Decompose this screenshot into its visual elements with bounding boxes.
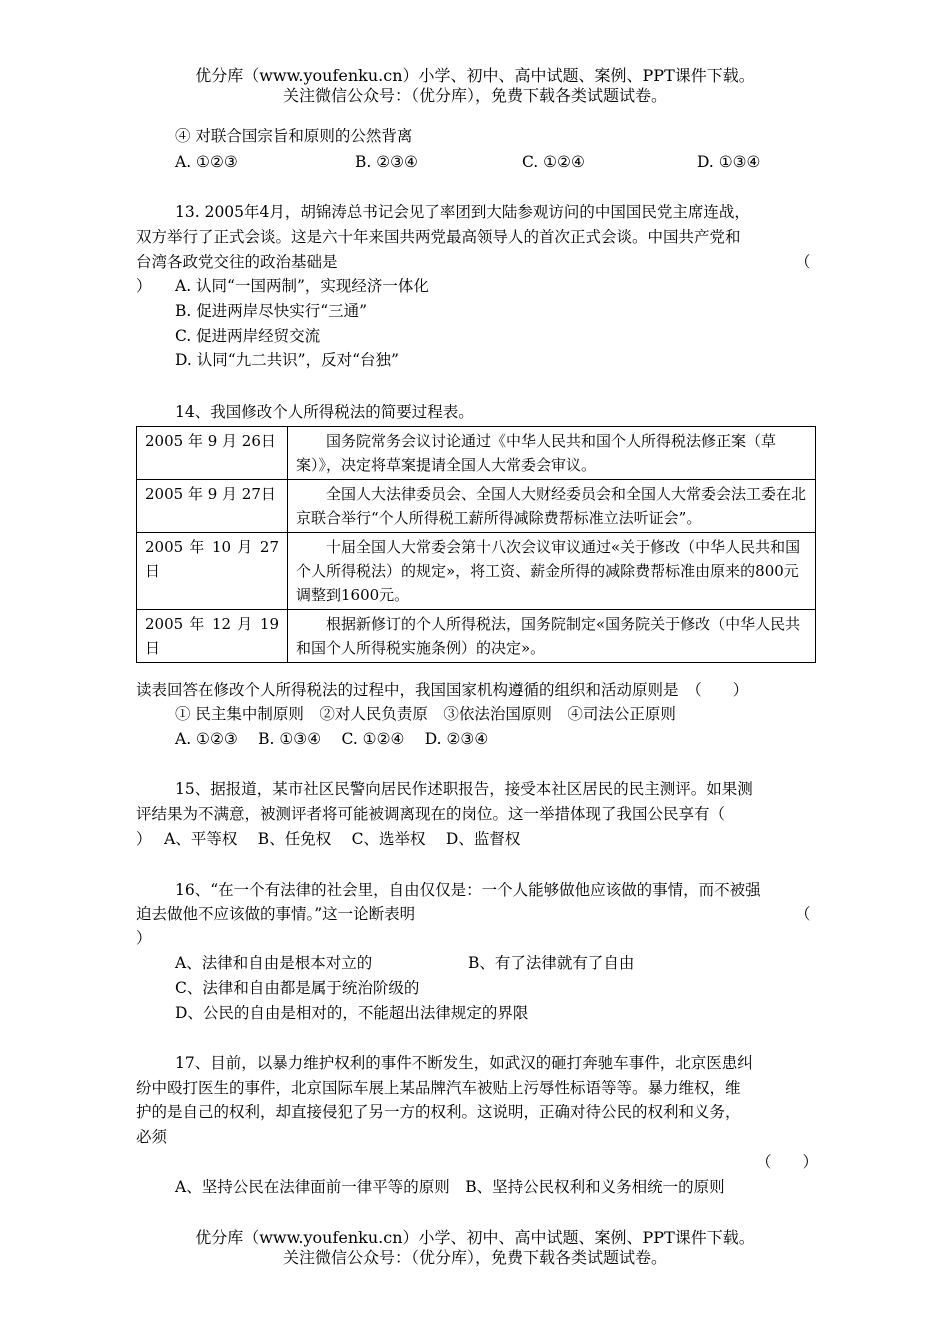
q16-line-2: 迫去做他不应该做的事情。”这一论断表明 bbox=[136, 905, 416, 923]
q13-paren-close: ） bbox=[136, 277, 152, 295]
table-row bbox=[137, 610, 816, 663]
header-line-1: 优分库（www.youfenku.cn）小学、初中、高中试题、案例、PPT课件下载。 bbox=[195, 66, 755, 85]
q13-line-1: 13. 2005年4月，胡锦涛总书记会见了率团到大陆参观访问的中国国民党主席连战， bbox=[175, 203, 750, 221]
row-date: 2005 年 10 月 27日 bbox=[137, 533, 288, 610]
q13-line-3: 台湾各政党交往的政治基础是 bbox=[136, 253, 338, 271]
q16-paren-open: （ bbox=[795, 905, 811, 923]
q15-line-2: 评结果为不满意，被测评者将可能被调离现在的岗位。这一举措体现了我国公民享有（ bbox=[136, 805, 726, 823]
q14-items: ① 民主集中制原则 ②对人民负责原 ③依法治国原则 ④司法公正原则 bbox=[175, 705, 676, 723]
q15-line-1: 15、据报道，某市社区民警向居民作述职报告，接受本社区居民的民主测评。如果测 bbox=[175, 780, 753, 798]
page-header bbox=[0, 66, 950, 106]
table-row bbox=[137, 533, 816, 610]
q14-options: A. ①②③ B. ①③④ C. ①②④ D. ②③④ bbox=[175, 730, 489, 748]
q17-options-ab: A、坚持公民在法律面前一律平等的原则 B、坚持公民权利和义务相统一的原则 bbox=[175, 1178, 725, 1196]
q13-line-2: 双方举行了正式会谈。这是六十年来国共两党最高领导人的首次正式会谈。中国共产党和 bbox=[136, 228, 741, 246]
q17-line-2: 纷中殴打医生的事件，北京国际车展上某品牌汽车被贴上污辱性标语等等。暴力维权，维 bbox=[136, 1079, 741, 1097]
q17-line-4: 必须 bbox=[136, 1128, 168, 1146]
row-date: 2005 年 9 月 26日 bbox=[137, 427, 288, 480]
q17-line-1: 17、目前，以暴力维护权利的事件不断发生，如武汉的砸打奔驰车事件，北京医患纠 bbox=[175, 1054, 753, 1072]
row-date: 2005 年 12 月 19日 bbox=[137, 610, 288, 663]
q12-option-a: A. ①②③ bbox=[175, 153, 238, 171]
q16-option-d: D、公民的自由是相对的，不能超出法律规定的界限 bbox=[175, 1004, 529, 1022]
q13-option-c: C. 促进两岸经贸交流 bbox=[175, 327, 321, 345]
q16-paren-close: ） bbox=[136, 929, 152, 947]
q12-option-c: C. ①②④ bbox=[522, 153, 585, 171]
row-content: 十届全国人大常委会第十八次会议审议通过«关于修改（中华人民共和国个人所得税法）的规定»，将工资、薪金所得的减除费帮标准由原来的800元调整到1600元。 bbox=[288, 533, 816, 610]
table-row bbox=[137, 427, 816, 480]
table-row bbox=[137, 480, 816, 533]
q12-option-b: B. ②③④ bbox=[355, 153, 418, 171]
header-line-2: 关注微信公众号：（优分库），免费下载各类试题试卷。 bbox=[282, 86, 667, 105]
row-content: 国务院常务会议讨论通过《中华人民共和国个人所得税法修正案（草案）》，决定将草案提请全国人大常委会审议。 bbox=[288, 427, 816, 480]
footer-line-2: 关注微信公众号：（优分库），免费下载各类试题试卷。 bbox=[282, 1248, 667, 1267]
row-content: 全国人大法律委员会、全国人大财经委员会和全国人大常委会法工委在北京联合举行“个人所得税工薪所得减除费帮标准立法听证会”。 bbox=[288, 480, 816, 533]
page-footer bbox=[0, 1228, 950, 1268]
q12-item-4: ④ 对联合国宗旨和原则的公然背离 bbox=[175, 127, 413, 145]
row-content: 根据新修订的个人所得税法，国务院制定«国务院关于修改（中华人民共和国个人所得税实施条例）的决定»。 bbox=[288, 610, 816, 663]
q13-option-a: A. 认同“一国两制”，实现经济一体化 bbox=[175, 277, 429, 295]
q14-intro: 14、我国修改个人所得税法的简要过程表。 bbox=[175, 403, 474, 421]
q16-option-a: A、法律和自由是根本对立的 bbox=[175, 954, 373, 972]
q12-option-d: D. ①③④ bbox=[697, 153, 761, 171]
row-date: 2005 年 9 月 27日 bbox=[137, 480, 288, 533]
q13-paren-open: （ bbox=[795, 253, 811, 271]
q14-question: 读表回答在修改个人所得税法的过程中，我国国家机构遵循的组织和活动原则是 （ ） bbox=[136, 681, 749, 699]
q16-option-c: C、法律和自由都是属于统治阶级的 bbox=[175, 979, 420, 997]
q17-line-3: 护的是自己的权利，却直接侵犯了另一方的权利。这说明，正确对待公民的权利和义务， bbox=[136, 1103, 741, 1121]
q17-paren: （ ） bbox=[756, 1153, 819, 1171]
q13-option-b: B. 促进两岸尽快实行“三通” bbox=[175, 302, 368, 320]
q13-option-d: D. 认同“九二共识”，反对“台独” bbox=[175, 351, 399, 369]
q16-line-1: 16、“在一个有法律的社会里，自由仅仅是：一个人能够做他应该做的事情，而不被强 bbox=[175, 881, 761, 899]
tax-law-revision-table bbox=[136, 426, 816, 663]
q15-line-3: ） A、平等权 B、任免权 C、选举权 D、监督权 bbox=[136, 830, 521, 848]
q16-option-b: B、有了法律就有了自由 bbox=[468, 954, 635, 972]
footer-line-1: 优分库（www.youfenku.cn）小学、初中、高中试题、案例、PPT课件下载。 bbox=[195, 1228, 755, 1247]
